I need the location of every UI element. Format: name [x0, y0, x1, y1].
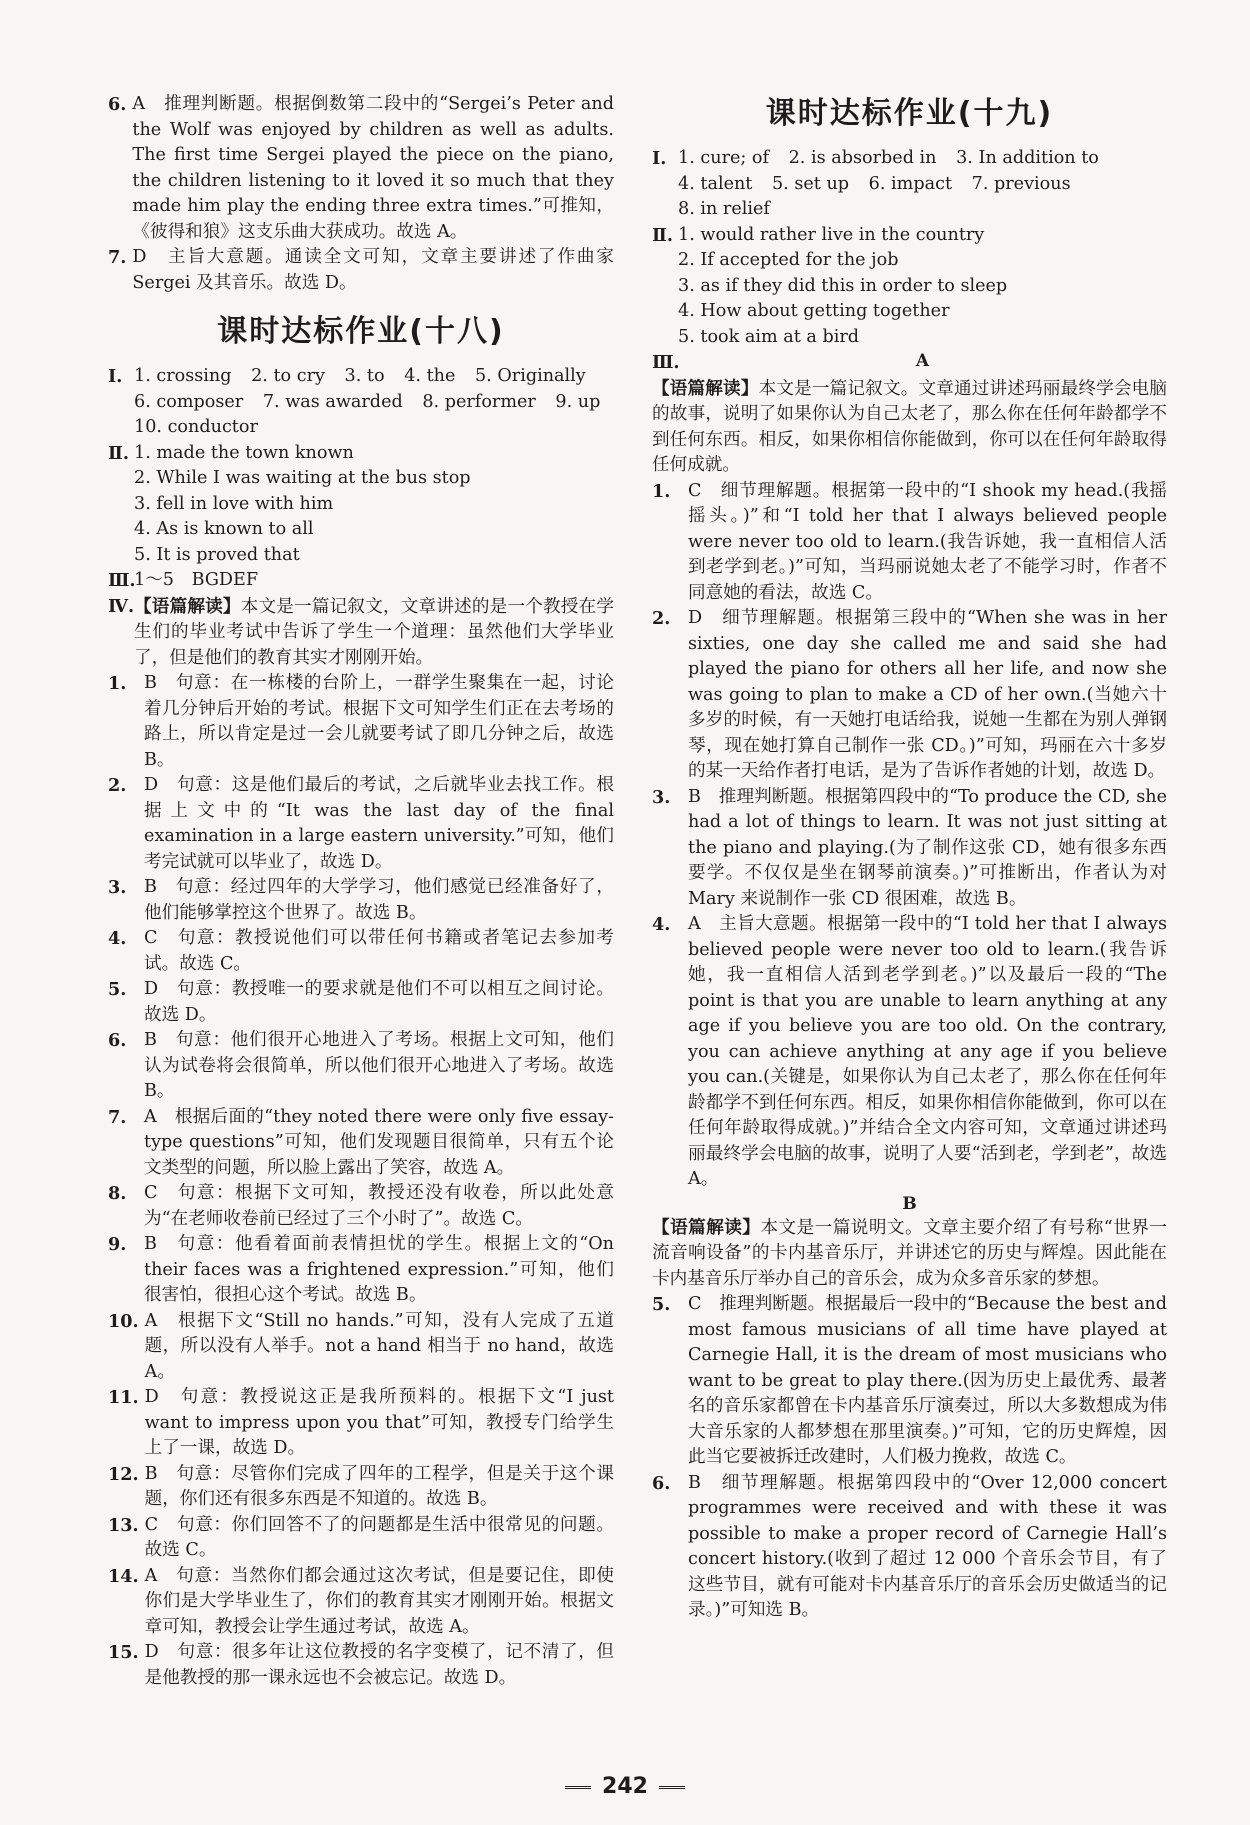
answer-cell: 3. to	[344, 366, 385, 386]
item-number: 6.	[108, 1030, 127, 1051]
part-2	[652, 223, 1167, 351]
item-number: 6.	[652, 1472, 671, 1494]
answer-row: 3. as if they did this in order to sleep	[678, 275, 1008, 296]
item-text: A 根据后面的“they noted there were only five essay-type questions”可知，他们发现题目很简单，只有五个论文类型的问题，所以脸上露出了笑容，故选 A。	[144, 1106, 614, 1178]
passage-intro-a	[652, 376, 1167, 479]
answer-row: 4. As is known to all	[134, 519, 314, 539]
passage-intro-b	[652, 1215, 1167, 1293]
item-text: B 句意：他们很开心地进入了考场。根据上文可知，他们认为试卷将会很简单，所以他们很开心地进入了考场。故选 B。	[144, 1030, 614, 1101]
item-number: 7.	[108, 247, 127, 268]
answer-cell: 5. set up	[771, 173, 850, 194]
item-number: 11.	[108, 1387, 139, 1408]
answer-cell: 1. crossing	[134, 366, 232, 386]
answer-row: 1. made the town known	[134, 442, 354, 463]
page-number: 242	[575, 1774, 675, 1799]
answer-row: 2. If accepted for the job	[678, 250, 899, 270]
item-number: 4.	[652, 914, 671, 935]
answer-cell: 7. was awarded	[262, 391, 403, 412]
item-number: 13.	[108, 1514, 139, 1536]
answer-row: 5. It is proved that	[134, 544, 300, 565]
item-text: B 句意：经过四年的大学学习，他们感觉已经准备好了，他们能够掌控这个世界了。故选 B。	[144, 877, 614, 923]
item-number: 14.	[108, 1565, 139, 1587]
answer-cell: 3. In addition to	[956, 148, 1099, 168]
right-column	[652, 92, 1167, 1624]
answer-cell: 2. to cry	[251, 366, 325, 386]
item-text: C 句意：你们回答不了的问题都是生活中很常见的问题。故选 C。	[144, 1514, 614, 1560]
passage-intro-text: 本文是一篇记叙文。文章通过讲述玛丽最终学会电脑的故事，说明了如果你认为自己太老了，那么你在任何年龄都学不到任何东西。相反，如果你相信你能做到，你可以在任何年龄取得任何成就。	[652, 378, 1167, 475]
item-number: 3.	[108, 877, 127, 898]
passage-label-b: B	[902, 1193, 917, 1214]
answer-cell: 9. up	[555, 391, 601, 412]
item-number: 2.	[108, 775, 127, 796]
answer-cell: 6. impact	[868, 173, 953, 194]
answer-item	[108, 92, 614, 245]
item-number: 1.	[652, 480, 671, 502]
item-text: D 主旨大意题。通读全文可知，文章主要讲述了作曲家 Sergei 及其音乐。故选 D。	[132, 247, 614, 293]
passage-intro-text: 本文是一篇说明文。文章主要介绍了有号称“世界一流音响设备”的卡内基音乐厅，并讲述它的历史与辉煌。因此能在卡内基音乐厅举办自己的音乐会，成为众多音乐家的梦想。	[652, 1217, 1167, 1289]
item-text: C 句意：根据下文可知，教授还没有收卷，所以此处意为“在老师收卷前已经过了三个小时了”。故选 C。	[144, 1183, 614, 1229]
roman-numeral: Ⅲ.	[108, 570, 136, 591]
roman-numeral: Ⅰ.	[652, 148, 667, 169]
item-text: D 句意：很多年让这位教授的名字变模了，记不清了，但是他教授的那一课永远也不会被忘记。故选 D。	[144, 1642, 614, 1688]
item-text: D 句意：这是他们最后的考试，之后就毕业去找工作。根据上文中的“It was the last day of the final examination in a large eastern university.”可知，他们考完试就可以毕业了，故选 D。	[144, 775, 614, 872]
item-number: 10.	[108, 1310, 139, 1332]
part-3	[108, 568, 614, 594]
answer-cell: 5. Originally	[474, 366, 586, 386]
item-text: B 推理判断题。根据第四段中的“To produce the CD, she had a lot of things to learn. It was not just sitting at the piano and playing.(为了制作这张 CD，她有很多东西要学。不仅仅是坐在钢琴前演奏。)”可推断出，作者认为对 Mary 来说制作一张 CD 很困难，故选 B。	[688, 786, 1167, 909]
left-column	[108, 92, 614, 1691]
item-number: 6.	[108, 94, 127, 115]
part-4	[108, 594, 614, 672]
answer-row: 4. How about getting together	[678, 301, 950, 321]
part-1	[652, 146, 1167, 223]
roman-numeral: Ⅱ.	[108, 442, 129, 464]
section-title: 课时达标作业(十八)	[217, 314, 505, 349]
passage-label-a: A	[915, 351, 930, 371]
item-number: 12.	[108, 1463, 139, 1485]
item-number: 2.	[652, 608, 671, 629]
roman-numeral: Ⅱ.	[652, 224, 673, 246]
part-3	[652, 350, 1167, 376]
item-text: A 推理判断题。根据倒数第二段中的“Sergei’s Peter and the Wolf was enjoyed by children as well as adults. The first time Sergei played the piece on the piano, the children listening to it loved it so much that they made him play the ending three extra times.”可推知，《彼得和狼》这支乐曲大获成功。故选 A。	[132, 94, 614, 242]
passage-tag: 【语篇解读】	[134, 595, 241, 617]
item-number: 15.	[108, 1642, 139, 1663]
item-number: 3.	[652, 786, 671, 808]
item-text: C 句意：教授说他们可以带任何书籍或者笔记去参加考试。故选 C。	[144, 928, 614, 974]
answer-cell: 8. in relief	[678, 199, 770, 219]
item-number: 7.	[108, 1106, 127, 1128]
item-number: 1.	[108, 673, 127, 694]
roman-numeral: Ⅳ.	[108, 595, 135, 617]
answer-item	[108, 245, 614, 296]
section-title: 课时达标作业(十九)	[765, 96, 1054, 131]
passage-intro: 本文是一篇记叙文，文章讲述的是一个教授在学生们的毕业考试中告诉了学生一个道理：虽然他们大学毕业了，但是他们的教育其实才刚刚开始。	[134, 596, 614, 668]
answer-row: 1～5 BGDEF	[134, 570, 259, 590]
item-text: A 句意：当然你们都会通过这次考试，但是要记住，即使你们是大学毕业生了，你们的教育其实才刚刚开始。根据文章可知，教授会让学生通过考试，故选 A。	[144, 1565, 614, 1637]
passage-tag: 【语篇解读】	[652, 1216, 761, 1238]
part-1	[108, 364, 614, 441]
answer-cell: 7. previous	[971, 173, 1071, 194]
item-text: D 句意：教授唯一的要求就是他们不可以相互之间讨论。故选 D。	[144, 979, 614, 1025]
item-text: D 细节理解题。根据第三段中的“When she was in her sixties, one day she called me and said she had played the piano for others all her life, and now she was going to plan to make a CD of her own.(当她六十多岁的时候，有一天她打电话给我，说她一生都在为别人弹钢琴，现在她打算自己制作一张 CD。)”可知，玛丽在六十多岁的某一天给作者打电话，是为了告诉作者她的计划，故选 D。	[688, 608, 1167, 781]
roman-numeral: Ⅲ.	[652, 352, 680, 373]
answer-row: 3. fell in love with him	[134, 493, 334, 514]
answer-cell: 2. is absorbed in	[788, 148, 937, 168]
item-text: C 细节理解题。根据第一段中的“I shook my head.(我摇摇头。)”和“I told her that I always believed people were never too old to learn.(我告诉她，我一直相信人活到老学到老。)”可知，当玛丽说她太老了不能学习时，作者不同意她的看法，故选 C。	[688, 480, 1167, 603]
item-number: 4.	[108, 928, 127, 949]
item-text: D 句意：教授说这正是我所预料的。根据下文“I just want to impress upon you that”可知，教授专门给学生上了一课，故选 D。	[144, 1387, 614, 1458]
answer-cell: 6. composer	[134, 391, 244, 412]
answer-row: 5. took aim at a bird	[678, 326, 860, 347]
item-text: B 句意：尽管你们完成了四年的工程学，但是关于这个课题，你们还有很多东西是不知道的。故选 B。	[144, 1463, 614, 1509]
item-number: 5.	[108, 979, 127, 1000]
part-2	[108, 441, 614, 569]
item-number: 5.	[652, 1294, 671, 1315]
item-text: B 句意：他看着面前表情担忧的学生。根据上文的“On their faces was a frightened expression.”可知，他们很害怕，很担心这个考试。故选 B。	[144, 1234, 614, 1305]
answer-row: 2. While I was waiting at the bus stop	[134, 468, 471, 488]
item-number: 8.	[108, 1183, 127, 1204]
answer-row: 1. would rather live in the country	[678, 224, 985, 245]
answer-cell: 4. the	[404, 366, 456, 386]
item-text: C 推理判断题。根据最后一段中的“Because the best and most famous musicians of all time have played at Carnegie Hall, it is the dream of most musicians who want to be great to play there.(因为历史上最优秀、最著名的音乐家都曾在卡内基音乐厅演奏过，所以大多数想成为伟大音乐家的人都梦想在那里演奏。)”可知，它的历史辉煌，因此当它要被拆迁改建时，人们极力挽救，故选 C。	[688, 1294, 1167, 1467]
item-text: B 句意：在一栋楼的台阶上，一群学生聚集在一起，讨论着几分钟后开始的考试。根据下文可知学生们正在去考场的路上，所以肯定是过一会儿就要考试了即几分钟之后，故选 B。	[144, 673, 614, 770]
passage-tag: 【语篇解读】	[652, 377, 759, 399]
item-number: 9.	[108, 1234, 127, 1255]
answer-cell: 10. conductor	[134, 417, 258, 437]
answer-cell: 4. talent	[678, 173, 753, 194]
item-text: B 细节理解题。根据第四段中的“Over 12,000 concert programmes were received and with these it was possible to make a proper record of Carnegie Hall’s concert history.(收到了超过 12 000 个音乐会节目，有了这些节目，就有可能对卡内基音乐厅的音乐会历史做适当的记录。)”可知选 B。	[688, 1472, 1167, 1620]
answer-cell: 1. cure; of	[678, 148, 770, 168]
roman-numeral: Ⅰ.	[108, 366, 123, 387]
item-text: A 主旨大意题。根据第一段中的“I told her that I always believed people were never too old to learn.(我告诉她，我一直相信人活到老学到老。)”以及最后一段的“The point is that you are unable to learn anything at any age if you believe you are too old. On the contrary, you can achieve anything at any age if you believe you can.(关键是，如果你认为自己太老了，那么你在任何年龄都学不到任何东西。相反，如果你相信你能做到，你可以在任何年龄取得成就。)”并结合全文内容可知，文章通过讲述玛丽最终学会电脑的故事，说明了人要“活到老，学到老”，故选 A。	[688, 914, 1167, 1189]
answer-cell: 8. performer	[422, 391, 536, 412]
item-text: A 根据下文“Still no hands.”可知，没有人完成了五道题，所以没有人举手。not a hand 相当于 no hand，故选 A。	[144, 1310, 614, 1382]
